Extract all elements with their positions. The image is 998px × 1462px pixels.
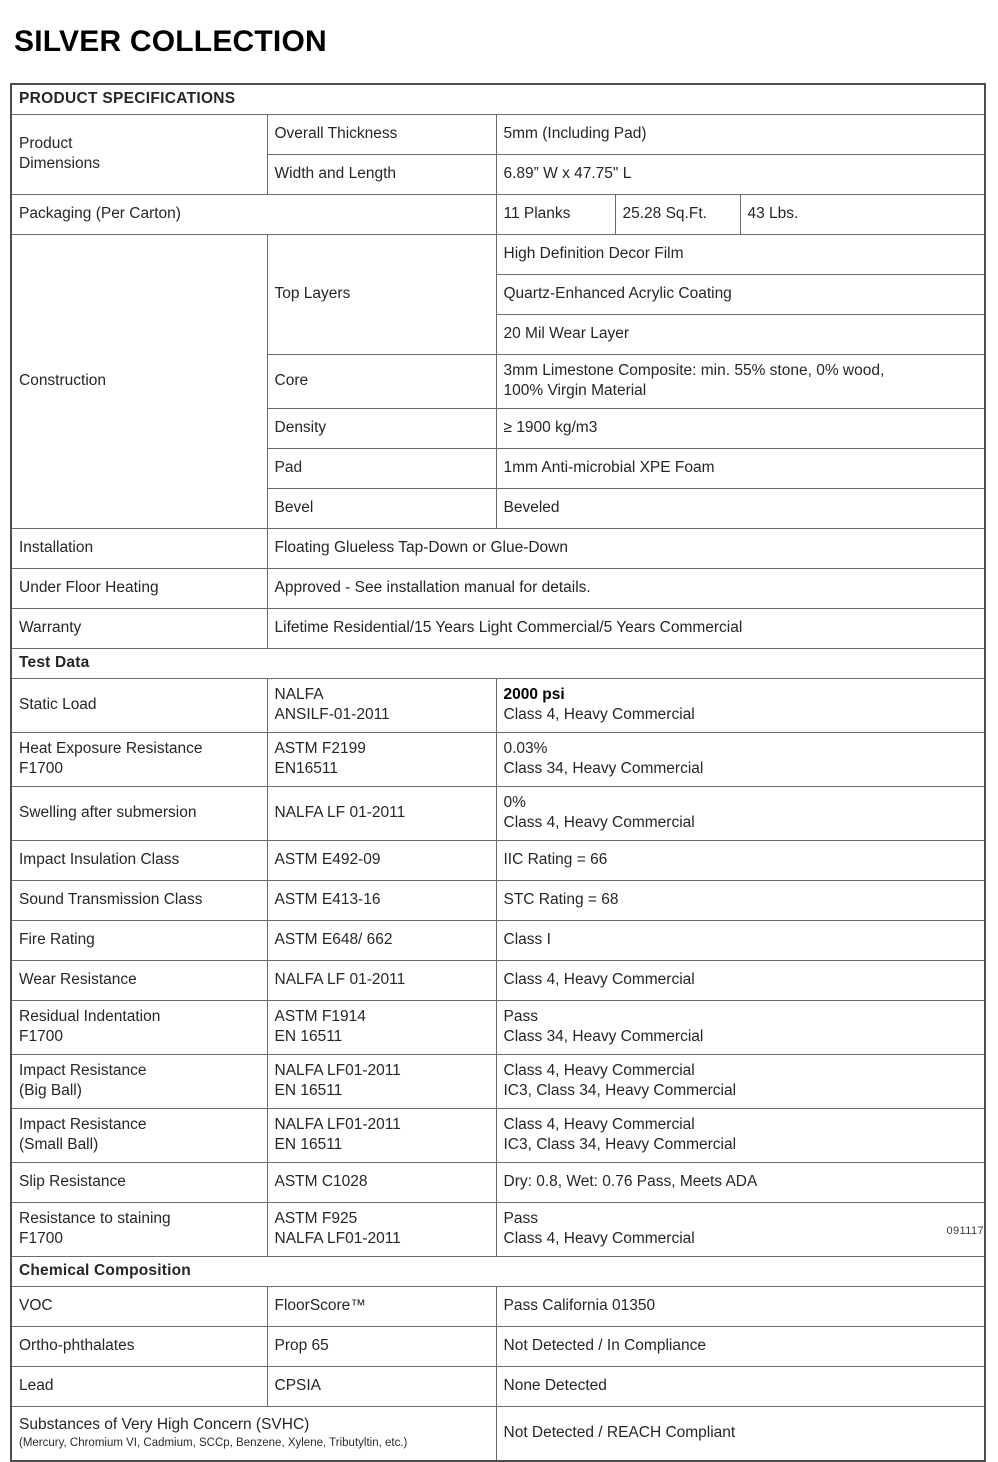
label-line-1: Product: [19, 134, 73, 152]
test-row-label: [11, 920, 267, 960]
sub-label-top-layers: Top Layers: [267, 234, 496, 354]
test-row-result: [496, 960, 985, 1000]
test-row-label-line-2: F1700: [19, 1027, 63, 1045]
test-data-row-group: [11, 678, 985, 1256]
test-row-standard-line-1: NALFA LF 01-2011: [274, 803, 406, 821]
test-row-standard-line-1: NALFA LF01-2011: [274, 1061, 401, 1079]
chemical-row-result: Pass California 01350: [496, 1286, 985, 1326]
test-row-label-line-1: Slip Resistance: [19, 1172, 126, 1190]
sub-label-pad: Pad: [267, 448, 496, 488]
sub-label-density: Density: [267, 408, 496, 448]
test-row-result-line-1: Pass: [503, 1209, 538, 1227]
test-row-standard: [267, 1000, 496, 1054]
core-value-line-2: 100% Virgin Material: [503, 381, 647, 399]
test-row-standard: [267, 1202, 496, 1256]
table-row: [11, 1286, 985, 1326]
main-header-cell: PRODUCT SPECIFICATIONS: [11, 84, 985, 115]
table-row: [11, 678, 985, 732]
test-row-label: [11, 1000, 267, 1054]
test-row-label: [11, 1108, 267, 1162]
test-row-result: [496, 840, 985, 880]
test-row-standard-line-2: NALFA LF01-2011: [274, 1229, 401, 1247]
chemical-row-label: VOC: [11, 1286, 267, 1326]
table-row: [11, 880, 985, 920]
test-row-label: [11, 1054, 267, 1108]
test-row-result: [496, 732, 985, 786]
test-row-standard-line-2: EN 16511: [274, 1135, 343, 1153]
top-layer-item-3: 20 Mil Wear Layer: [496, 314, 985, 354]
test-row-standard-line-1: ASTM E492-09: [274, 850, 381, 868]
table-row: [11, 1108, 985, 1162]
test-row-label-line-2: F1700: [19, 759, 63, 777]
row-label-svhc: [11, 1406, 496, 1461]
table-row: [11, 84, 985, 115]
chemical-row-label: Lead: [11, 1366, 267, 1406]
test-row-result-line-1: Dry: 0.8, Wet: 0.76 Pass, Meets ADA: [503, 1172, 758, 1190]
row-label-under-floor-heating: Under Floor Heating: [11, 568, 267, 608]
table-row: [11, 608, 985, 648]
test-row-label-line-1: Residual Indentation: [19, 1007, 161, 1025]
table-row: [11, 1202, 985, 1256]
row-label-packaging: Packaging (Per Carton): [11, 194, 496, 234]
table-row: [11, 1326, 985, 1366]
test-row-label-line-1: Impact Resistance: [19, 1115, 147, 1133]
section-header-test-data: Test Data: [11, 648, 985, 678]
test-row-standard-line-2: EN 16511: [274, 1081, 343, 1099]
chemical-row-group: [11, 1286, 985, 1406]
section-header-chemical-composition: Chemical Composition: [11, 1256, 985, 1286]
test-row-standard-line-1: NALFA LF 01-2011: [274, 970, 406, 988]
test-row-label-line-1: Fire Rating: [19, 930, 95, 948]
test-row-result: [496, 920, 985, 960]
chemical-row-label: Ortho-phthalates: [11, 1326, 267, 1366]
test-row-standard: [267, 1162, 496, 1202]
under-floor-heating-value: Approved - See installation manual for details.: [267, 568, 985, 608]
core-value-line-1: 3mm Limestone Composite: min. 55% stone, 0% wood,: [503, 361, 885, 379]
test-row-result: [496, 1054, 985, 1108]
sub-label-core: Core: [267, 354, 496, 408]
packaging-weight: 43 Lbs.: [740, 194, 985, 234]
chemical-row-standard: CPSIA: [267, 1366, 496, 1406]
test-row-standard-line-1: ASTM E413-16: [274, 890, 381, 908]
test-row-label-line-1: Wear Resistance: [19, 970, 137, 988]
test-row-standard-line-1: ASTM F2199: [274, 739, 366, 757]
test-row-result-line-2: Class 34, Heavy Commercial: [503, 759, 704, 777]
table-row: [11, 568, 985, 608]
row-label-installation: Installation: [11, 528, 267, 568]
table-row: [11, 960, 985, 1000]
density-value: ≥ 1900 kg/m3: [496, 408, 985, 448]
table-row: [11, 840, 985, 880]
test-row-result-line-2: Class 4, Heavy Commercial: [503, 1229, 695, 1247]
test-row-label-line-1: Sound Transmission Class: [19, 890, 203, 908]
chemical-row-result: None Detected: [496, 1366, 985, 1406]
test-row-label-line-1: Impact Insulation Class: [19, 850, 180, 868]
sub-label-bevel: Bevel: [267, 488, 496, 528]
page-title: SILVER COLLECTION: [14, 25, 327, 58]
test-row-result-line-2: Class 4, Heavy Commercial: [503, 705, 695, 723]
svhc-result: Not Detected / REACH Compliant: [496, 1406, 985, 1461]
spec-value-overall-thickness: 5mm (Including Pad): [496, 114, 985, 154]
test-row-result-line-2: IC3, Class 34, Heavy Commercial: [503, 1081, 737, 1099]
table-row: [11, 1366, 985, 1406]
table-row: [11, 920, 985, 960]
table-row: [11, 528, 985, 568]
label-line-2: Dimensions: [19, 154, 100, 172]
warranty-value: Lifetime Residential/15 Years Light Commercial/5 Years Commercial: [267, 608, 985, 648]
table-row: [11, 786, 985, 840]
table-row: [11, 732, 985, 786]
test-row-result-line-1: IIC Rating = 66: [503, 850, 608, 868]
test-row-standard: [267, 786, 496, 840]
table-row: [11, 1256, 985, 1286]
test-row-result: [496, 1000, 985, 1054]
table-row: [11, 1406, 985, 1461]
test-row-label-line-1: Heat Exposure Resistance: [19, 739, 203, 757]
top-layer-item-1: High Definition Decor Film: [496, 234, 985, 274]
packaging-area: 25.28 Sq.Ft.: [615, 194, 740, 234]
test-row-label: [11, 880, 267, 920]
test-row-standard-line-1: ASTM F1914: [274, 1007, 366, 1025]
spec-name-overall-thickness: Overall Thickness: [267, 114, 496, 154]
test-row-standard: [267, 960, 496, 1000]
svhc-label: Substances of Very High Concern (SVHC): [19, 1416, 310, 1434]
test-row-label: [11, 1162, 267, 1202]
product-specifications-table: [10, 83, 986, 1462]
document-code: 091117: [946, 1225, 984, 1237]
packaging-planks: 11 Planks: [496, 194, 615, 234]
test-row-label-line-2: (Big Ball): [19, 1081, 82, 1099]
test-row-result-line-1: Class 4, Heavy Commercial: [503, 1115, 695, 1133]
test-row-standard: [267, 880, 496, 920]
table-row: [11, 1054, 985, 1108]
test-row-label: [11, 786, 267, 840]
test-row-label-line-1: Static Load: [19, 695, 97, 713]
test-row-standard: [267, 732, 496, 786]
test-row-result: [496, 1162, 985, 1202]
chemical-row-standard: FloorScore™: [267, 1286, 496, 1326]
test-row-label: [11, 840, 267, 880]
test-row-result-line-1: 0.03%: [503, 739, 548, 757]
test-row-result: [496, 1108, 985, 1162]
chemical-row-standard: Prop 65: [267, 1326, 496, 1366]
pad-value: 1mm Anti-microbial XPE Foam: [496, 448, 985, 488]
test-row-label-line-1: Swelling after submersion: [19, 803, 197, 821]
test-row-standard-line-1: ASTM F925: [274, 1209, 358, 1227]
bevel-value: Beveled: [496, 488, 985, 528]
test-row-result: [496, 880, 985, 920]
test-row-result-line-1: 0%: [503, 793, 526, 811]
test-row-standard-line-1: NALFA LF01-2011: [274, 1115, 401, 1133]
test-row-label: [11, 678, 267, 732]
test-row-result-line-1: Pass: [503, 1007, 538, 1025]
table-body: [11, 84, 985, 679]
test-row-standard: [267, 920, 496, 960]
table-row: [11, 1162, 985, 1202]
table-row: [11, 234, 985, 274]
table-row: [11, 194, 985, 234]
test-row-result-line-1: 2000 psi: [503, 685, 565, 703]
test-row-standard: [267, 840, 496, 880]
svhc-sublabel: (Mercury, Chromium VI, Cadmium, SCCp, Benzene, Xylene, Tributyltin, etc.): [19, 1437, 408, 1450]
test-row-result-line-1: Class I: [503, 930, 551, 948]
test-row-result-line-2: IC3, Class 34, Heavy Commercial: [503, 1135, 737, 1153]
test-row-result: [496, 786, 985, 840]
test-row-result-line-1: Class 4, Heavy Commercial: [503, 970, 695, 988]
row-label-warranty: Warranty: [11, 608, 267, 648]
row-label-product-dimensions: [11, 114, 267, 194]
test-row-result-line-2: Class 4, Heavy Commercial: [503, 813, 695, 831]
test-row-standard-line-2: EN 16511: [274, 1027, 343, 1045]
test-row-label-line-1: Resistance to staining: [19, 1209, 171, 1227]
spec-value-width-and-length: 6.89” W x 47.75" L: [496, 154, 985, 194]
test-row-result: [496, 678, 985, 732]
row-label-construction: Construction: [11, 234, 267, 528]
test-row-standard-line-1: ASTM C1028: [274, 1172, 368, 1190]
test-row-standard-line-1: NALFA: [274, 685, 324, 703]
test-row-result-line-2: Class 34, Heavy Commercial: [503, 1027, 704, 1045]
test-row-result: [496, 1202, 985, 1256]
test-row-standard-line-2: ANSILF-01-2011: [274, 705, 390, 723]
table-row: [11, 1000, 985, 1054]
test-row-standard: [267, 678, 496, 732]
spec-name-width-and-length: Width and Length: [267, 154, 496, 194]
test-row-label: [11, 960, 267, 1000]
test-row-label: [11, 732, 267, 786]
test-row-standard: [267, 1054, 496, 1108]
test-row-label-line-2: (Small Ball): [19, 1135, 99, 1153]
installation-value: Floating Glueless Tap-Down or Glue-Down: [267, 528, 985, 568]
test-row-result-line-1: STC Rating = 68: [503, 890, 619, 908]
core-value: [496, 354, 985, 408]
test-row-label-line-1: Impact Resistance: [19, 1061, 147, 1079]
test-row-standard-line-2: EN16511: [274, 759, 338, 777]
table-row: [11, 114, 985, 154]
test-row-standard-line-1: ASTM E648/ 662: [274, 930, 393, 948]
table-row: [11, 648, 985, 678]
test-row-label: [11, 1202, 267, 1256]
test-row-standard: [267, 1108, 496, 1162]
top-layer-item-2: Quartz-Enhanced Acrylic Coating: [496, 274, 985, 314]
test-row-label-line-2: F1700: [19, 1229, 63, 1247]
chemical-row-result: Not Detected / In Compliance: [496, 1326, 985, 1366]
test-row-result-line-1: Class 4, Heavy Commercial: [503, 1061, 695, 1079]
